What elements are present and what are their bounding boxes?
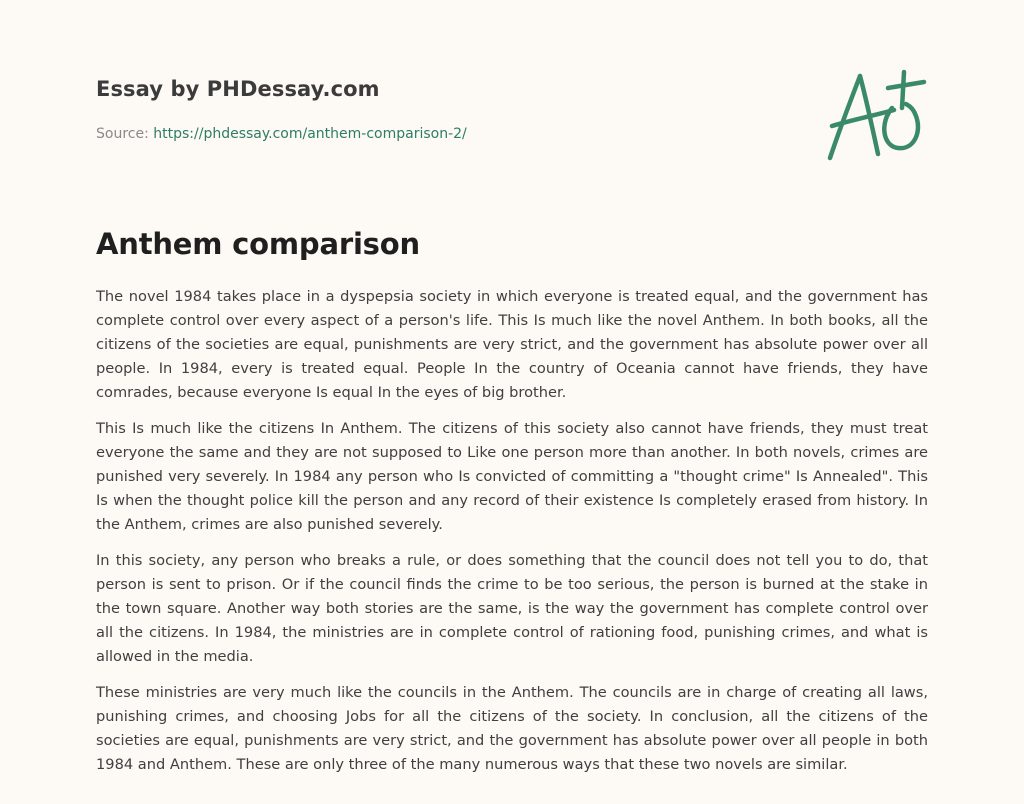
site-brand: Essay by PHDessay.com xyxy=(96,77,380,101)
source-line xyxy=(96,124,796,144)
essay-paragraph: In this society, any person who breaks a rule, or does something that the council does not tell you to do, that person is sent to prison. Or if the council finds the crime to be too serious, the person is burned at the stake in the town square. Another way both stories are the same, is the way the government has complete control over all the citizens. In 1984, the ministries are in complete control of rationing food, punishing crimes, and what is allowed in the media. xyxy=(96,552,928,665)
source-label: Source: xyxy=(96,126,149,142)
essay-paragraph: This Is much like the citizens In Anthem. The citizens of this society also cannot have friends, they must treat everyone the same and they are not supposed to Like one person more than another. In both novels, crimes are punished very severely. In 1984 any person who Is convicted of committing a "thought crime" Is Annealed". This Is when the thought police kill the person and any record of their existence Is completely erased from history. In the Anthem, crimes are also punished severely. xyxy=(96,420,928,533)
source-link[interactable]: https://phdessay.com/anthem-comparison-2/ xyxy=(153,126,467,142)
essay-title: Anthem comparison xyxy=(96,227,420,261)
essay-body xyxy=(96,285,928,789)
essay-paragraph: These ministries are very much like the councils in the Anthem. The councils are in charge of creating all laws, punishing crimes, and choosing Jobs for all the citizens of the society. In conclusion, all the citizens of the societies are equal, punishments are very strict, and the government has absolute power over all people in both 1984 and Anthem. These are only three of the many numerous ways that these two novels are similar. xyxy=(96,684,928,773)
page-header xyxy=(96,74,796,144)
a-plus-grade-icon xyxy=(822,68,928,166)
essay-paragraph: The novel 1984 takes place in a dyspepsia society in which everyone is treated equal, and the government has complete control over every aspect of a person's life. This Is much like the novel Anthem. In both books, all the citizens of the societies are equal, punishments are very strict, and the government has absolute power over all people. In 1984, every is treated equal. People In the country of Oceania cannot have friends, they have comrades, because everyone Is equal In the eyes of big brother. xyxy=(96,288,928,401)
